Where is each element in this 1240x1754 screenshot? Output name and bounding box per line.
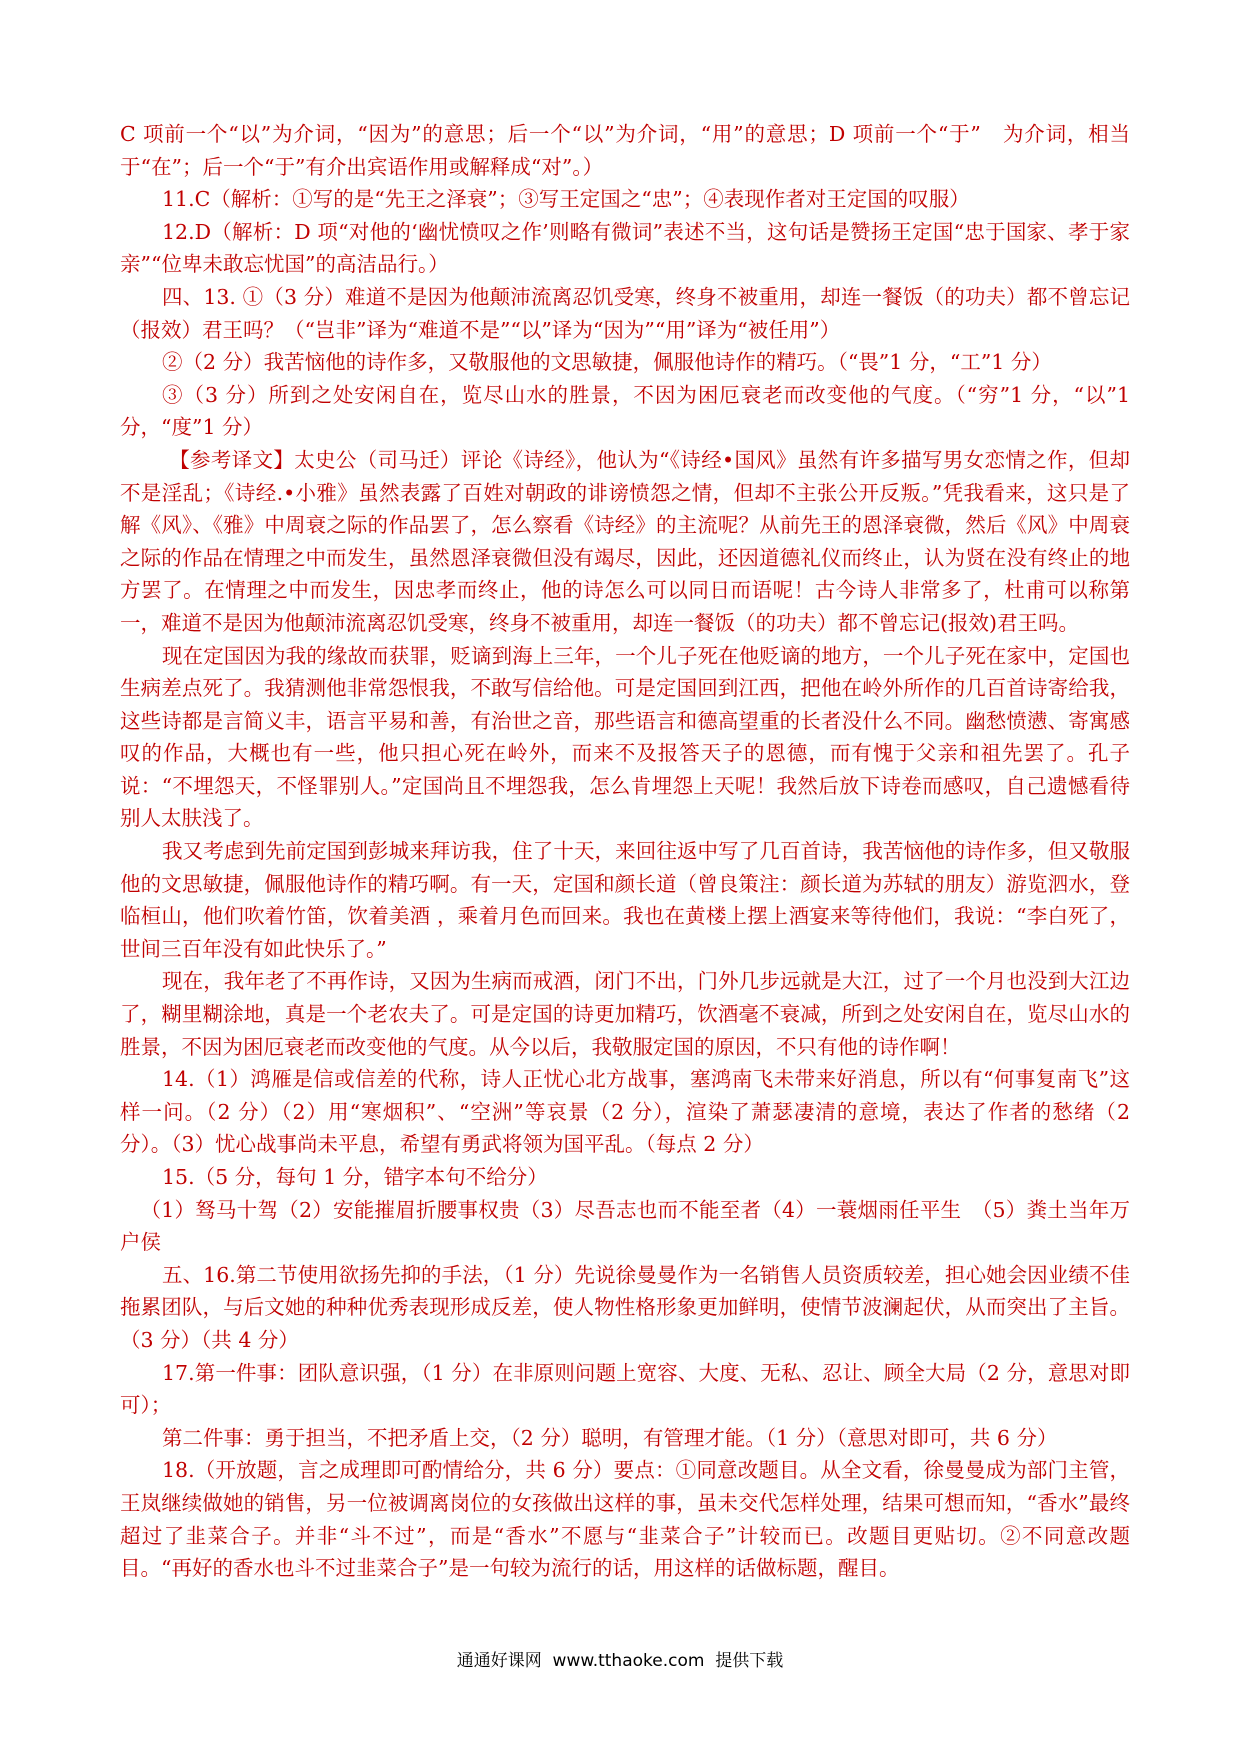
paragraph-answer-13-2: ②（2 分）我苦恼他的诗作多，又敬服他的文思敏捷，佩服他诗作的精巧。（“畏”1 分，“工”1 分） <box>162 350 1052 375</box>
paragraph-answer-18: 18.（开放题，言之成理即可酌情给分，共 6 分）要点：①同意改题目。从全文看，徐曼曼成为部门主管，王岚继续做她的销售，另一位被调离岗位的女孩做出这样的事，虽未交代怎样处理，结果可想而知，“香水”最终超过了韭菜合子。并非“斗不过”，而是“香水”不愿与“韭菜合子”计较而已。改题目更贴切。②不同意改题目。“再好的香水也斗不过韭菜合子”是一句较为流行的话，用这样的话做标题，醒目。 <box>120 1458 1130 1581</box>
answer-key-body <box>120 118 1130 1585</box>
paragraph-answer-13-1: 四、13. ①（3 分）难道不是因为他颠沛流离忍饥受寒，终身不被重用，却连一餐饭（的功夫）都不曾忘记（报效）君王吗？（“岂非”译为“难道不是”“以”译为“因为”“用”译为“被任用”） <box>120 284 1130 342</box>
page-footer <box>0 1646 1240 1671</box>
paragraph-answer-17-2: 第二件事：勇于担当，不把矛盾上交，（2 分）聪明，有管理才能。（1 分）（意思对即可，共 6 分） <box>162 1425 1058 1450</box>
footer-text: 通通好课网 www.tthaoke.com 提供下载 <box>456 1651 784 1671</box>
paragraph-translation-3: 我又考虑到先前定国到彭城来拜访我，住了十天，来回往返中写了几百首诗，我苦恼他的诗作多，但又敬服他的文思敏捷，佩服他诗作的精巧啊。有一天，定国和颜长道（曾良策注：颜长道为苏轼的朋友）游览泗水，登临桓山，他们吹着竹笛，饮着美酒 ，乘着月色而回来。我也在黄楼上摆上酒宴来等待他们，我说：“李白死了，世间三百年没有如此快乐了。” <box>120 839 1130 961</box>
paragraph-translation-4: 现在，我年老了不再作诗，又因为生病而戒酒，闭门不出，门外几步远就是大江，过了一个月也没到大江边了，糊里糊涂地，真是一个老农夫了。可是定国的诗更加精巧，饮酒毫不衰减，所到之处安闲自在，览尽山水的胜景，不因为困厄衰老而改变他的气度。从今以后，我敬服定国的原因，不只有他的诗作啊！ <box>120 969 1130 1059</box>
paragraph-answer-12: 12.D（解析：D 项“对他的‘幽忧愤叹之作’则略有微词”表述不当，这句话是赞扬王定国“忠于国家、孝于家亲”“位卑未敢忘忧国”的高洁品行。） <box>120 219 1130 277</box>
paragraph-translation-2: 现在定国因为我的缘故而获罪，贬谪到海上三年，一个儿子死在他贬谪的地方，一个儿子死在家中，定国也生病差点死了。我猜测他非常怨恨我，不敢写信给他。可是定国回到江西，把他在岭外所作的几百首诗寄给我，这些诗都是言简义丰，语言平易和善，有治世之音，那些语言和德高望重的长者没什么不同。幽愁愤懑、寄寓感叹的作品，大概也有一些，他只担心死在岭外，而来不及报答天子的恩德，而有愧于父亲和祖先罢了。孔子说：“不埋怨天，不怪罪别人。”定国尚且不埋怨我，怎么肯埋怨上天呢！我然后放下诗卷而感叹，自己遗憾看待别人太肤浅了。 <box>120 643 1130 831</box>
paragraph-answer-13-3: ③（3 分）所到之处安闲自在，览尽山水的胜景，不因为困厄衰老而改变他的气度。（“穷”1 分，“以”1 分，“度”1 分） <box>120 382 1130 440</box>
paragraph-c-d-options: C 项前一个“以”为介词，“因为”的意思；后一个“以”为介词，“用”的意思；D 项前一个“于” 为介词，相当于“在”；后一个“于”有介出宾语作用或解释成“对”。） <box>120 122 1130 179</box>
paragraph-answer-15: 15.（5 分，每句 1 分，错字本句不给分） <box>162 1165 548 1189</box>
paragraph-answer-11: 11.C（解析：①写的是“先王之泽衰”；③写王定国之“忠”；④表现作者对王定国的叹服） <box>162 187 970 212</box>
paragraph-answer-15-items: （1）驽马十驾（2）安能摧眉折腰事权贵（3）尽吾志也而不能至者（4）一蓑烟雨任平生 （5）粪土当年万户侯 <box>120 1197 1130 1255</box>
paragraph-reference-translation: 【参考译文】太史公（司马迁）评论《诗经》，他认为“《诗经•国风》虽然有许多描写男女恋情之作，但却不是淫乱；《诗经.•小雅》虽然表露了百姓对朝政的诽谤愤怨之情，但却不主张公开反叛。”凭我看来，这只是了解《风》、《雅》中周衰之际的作品罢了，怎么察看《诗经》的主流呢？从前先王的恩泽衰微，然后《风》中周衰之际的作品在情理之中而发生，虽然恩泽衰微但没有竭尽，因此，还因道德礼仪而终止，认为贤在没有终止的地方罢了。在情理之中而发生，因忠孝而终止，他的诗怎么可以同日而语呢！古今诗人非常多了，杜甫可以称第一，难道不是因为他颠沛流离忍饥受寒，终身不被重用，却连一餐饭（的功夫）都不曾忘记(报效)君王吗。 <box>120 447 1130 635</box>
paragraph-answer-16: 五、16.第二节使用欲扬先抑的手法，（1 分）先说徐曼曼作为一名销售人员资质较差，担心她会因业绩不佳拖累团队，与后文她的种种优秀表现形成反差，使人物性格形象更加鲜明，使情节波澜起伏，从而突出了主旨。（3 分）（共 4 分） <box>120 1262 1130 1352</box>
paragraph-answer-14: 14.（1）鸿雁是信或信差的代称，诗人正忧心北方战事，塞鸿南飞未带来好消息，所以有“何事复南飞”这样一问。（2 分）（2）用“寒烟积”、“空洲”等哀景（2 分），渲染了萧瑟凄清的意境，表达了作者的愁绪（2 分）。（3）忧心战事尚未平息，希望有勇武将领为国平乱。（每点 2 分） <box>120 1067 1130 1157</box>
paragraph-answer-17-1: 17.第一件事：团队意识强，（1 分）在非原则问题上宽容、大度、无私、忍让、顾全大局（2 分，意思对即可）； <box>120 1360 1130 1418</box>
